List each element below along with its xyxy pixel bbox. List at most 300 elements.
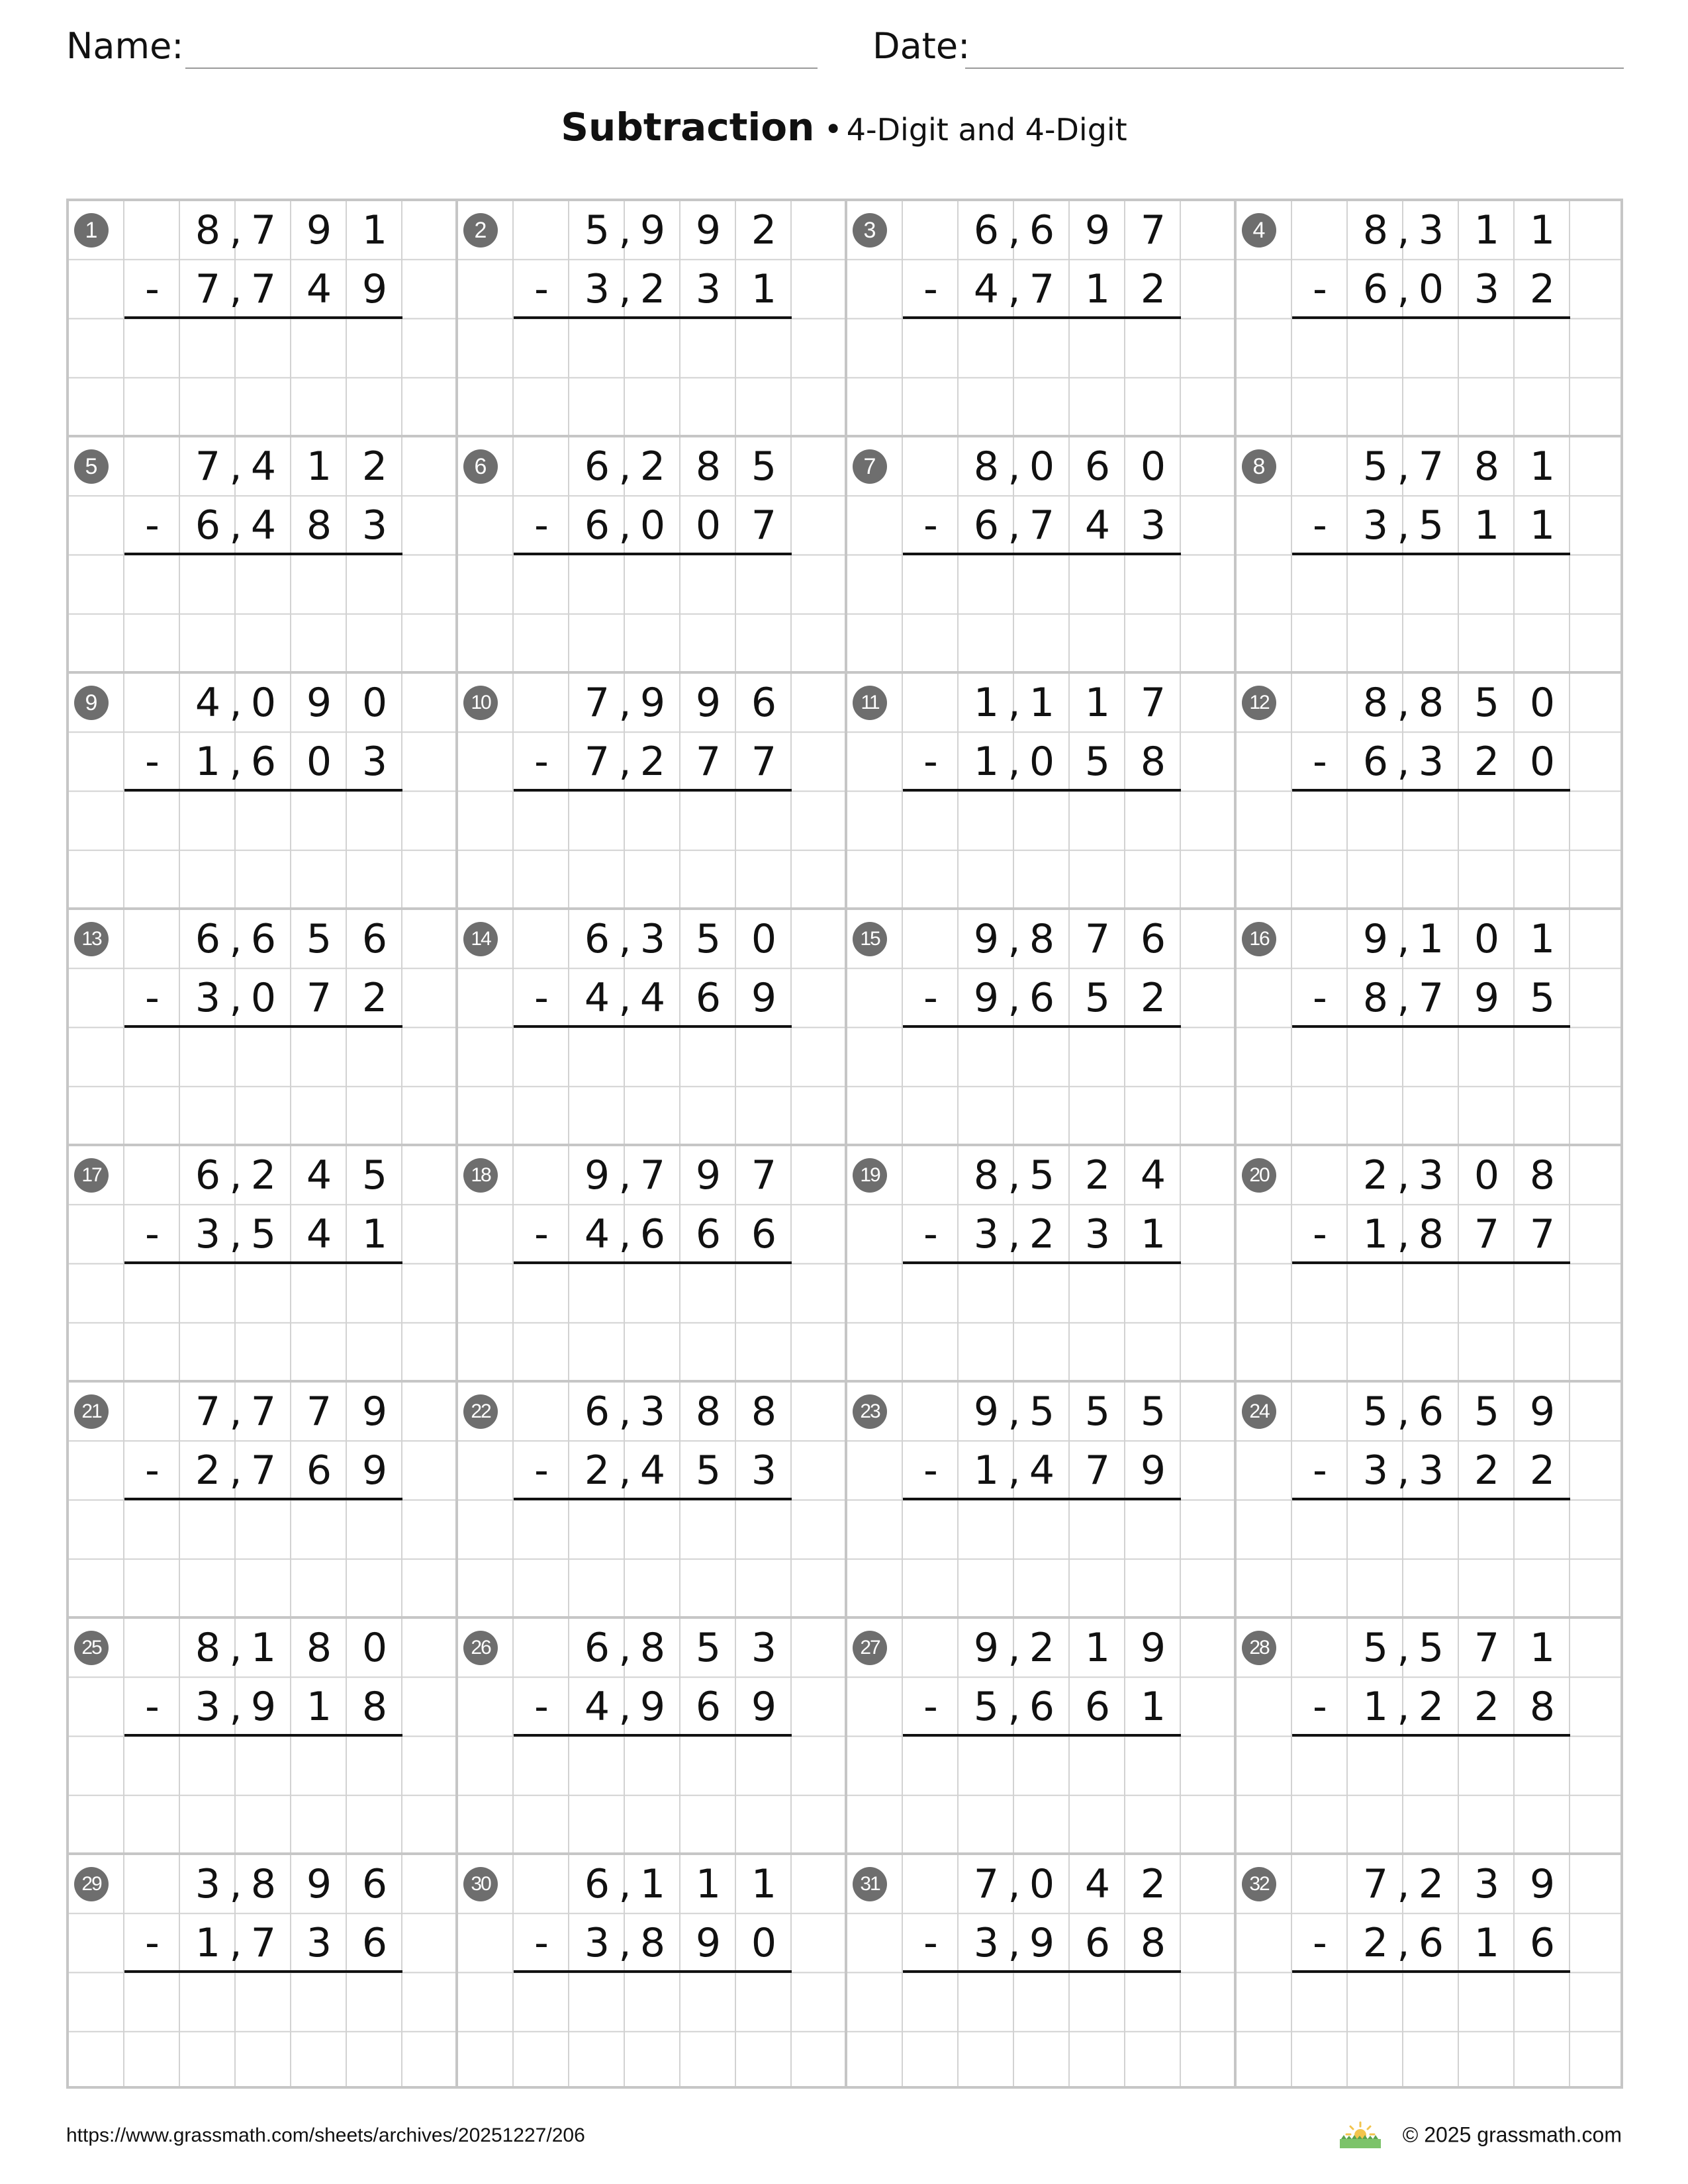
minus-operator: -	[1313, 1684, 1327, 1731]
minuend-digit: 7	[973, 1861, 1000, 1907]
subtrahend-digit: 6	[695, 1211, 722, 1258]
thousands-separator: ,	[1397, 1388, 1410, 1435]
subtrahend-digit: 3	[195, 975, 221, 1022]
minuend-digit: 2	[250, 1152, 277, 1199]
subtrahend-digit: 3	[1140, 502, 1166, 549]
subtrahend-digit: 1	[1140, 1211, 1166, 1258]
problem-number-badge: 18	[463, 1158, 498, 1193]
subtrahend-digit: 3	[306, 1920, 332, 1967]
subtrahend-digit: 6	[1362, 266, 1389, 313]
answer-area[interactable]	[124, 1028, 402, 1147]
subtrahend-digit: 7	[1474, 1211, 1500, 1258]
minus-operator: -	[923, 975, 938, 1022]
thousands-separator: ,	[229, 739, 242, 786]
thousands-separator: ,	[1008, 443, 1021, 490]
minuend-digit: 8	[695, 443, 722, 490]
minuend-digit: 5	[1362, 443, 1389, 490]
problem-28	[1237, 1619, 1626, 1855]
minuend-digit: 4	[195, 680, 221, 726]
answer-area[interactable]	[1292, 1265, 1570, 1383]
problem-number-badge: 25	[74, 1631, 109, 1665]
minuend-digit: 8	[1418, 680, 1444, 726]
problem-5	[69, 437, 458, 674]
answer-area[interactable]	[1292, 1501, 1570, 1619]
minuend-digit: 8	[973, 443, 1000, 490]
problem-1	[69, 201, 458, 437]
minus-operator: -	[1313, 1447, 1327, 1494]
minus-operator: -	[145, 1211, 160, 1258]
minuend-digit: 6	[1029, 207, 1055, 253]
subtrahend-digit: 6	[1029, 975, 1055, 1022]
minuend-digit: 9	[1529, 1388, 1556, 1435]
thousands-separator: ,	[1397, 1447, 1410, 1494]
subtrahend-digit: 1	[1362, 1211, 1389, 1258]
subtrahend-digit: 4	[584, 1684, 610, 1731]
subtrahend-digit: 5	[1084, 739, 1111, 786]
date-label: Date:	[872, 25, 970, 67]
problem-17	[69, 1146, 458, 1383]
minuend-digit: 1	[1084, 680, 1111, 726]
answer-area[interactable]	[903, 792, 1181, 911]
minuend-digit: 5	[695, 916, 722, 962]
thousands-separator: ,	[229, 1625, 242, 1671]
minuend-digit: 8	[1529, 1152, 1556, 1199]
problem-11	[847, 674, 1237, 910]
minuend-digit: 8	[973, 1152, 1000, 1199]
answer-area[interactable]	[1292, 792, 1570, 911]
problem-23	[847, 1383, 1237, 1619]
minuend-digit: 1	[973, 680, 1000, 726]
minus-operator: -	[534, 1684, 549, 1731]
subtrahend-digit: 9	[751, 975, 777, 1022]
minuend-digit: 9	[1362, 916, 1389, 962]
minuend-digit: 8	[195, 1625, 221, 1671]
answer-line	[1292, 1498, 1570, 1500]
minuend-digit: 2	[1029, 1625, 1055, 1671]
thousands-separator: ,	[229, 975, 242, 1022]
answer-area[interactable]	[903, 556, 1181, 674]
problem-25	[69, 1619, 458, 1855]
answer-area[interactable]	[1292, 320, 1570, 438]
problem-number-badge: 29	[74, 1867, 109, 1901]
minuend-digit: 9	[695, 1152, 722, 1199]
minus-operator: -	[923, 1684, 938, 1731]
answer-area[interactable]	[514, 1028, 792, 1147]
thousands-separator: ,	[618, 1152, 632, 1199]
subtrahend-digit: 9	[361, 1447, 388, 1494]
answer-area[interactable]	[124, 1974, 402, 2092]
answer-line	[124, 1970, 402, 1973]
answer-area[interactable]	[903, 1501, 1181, 1619]
minuend-digit: 2	[361, 443, 388, 490]
subtrahend-digit: 9	[751, 1684, 777, 1731]
minuend-digit: 9	[973, 1388, 1000, 1435]
minuend-digit: 9	[973, 1625, 1000, 1671]
minuend-digit: 0	[361, 680, 388, 726]
minuend-digit: 0	[751, 916, 777, 962]
answer-line	[514, 553, 792, 555]
subtrahend-digit: 5	[1084, 975, 1111, 1022]
footer-copyright: © 2025 grassmath.com	[1402, 2122, 1622, 2147]
answer-area[interactable]	[124, 320, 402, 438]
thousands-separator: ,	[1008, 207, 1021, 253]
problem-number-badge: 16	[1242, 922, 1276, 956]
thousands-separator: ,	[1008, 1625, 1021, 1671]
answer-line	[1292, 1261, 1570, 1264]
minuend-digit: 1	[361, 207, 388, 253]
problem-number-badge: 26	[463, 1631, 498, 1665]
thousands-separator: ,	[618, 207, 632, 253]
subtrahend-digit: 0	[695, 502, 722, 549]
subtrahend-digit: 0	[1529, 739, 1556, 786]
minuend-digit: 1	[1529, 1625, 1556, 1671]
thousands-separator: ,	[1008, 1447, 1021, 1494]
minus-operator: -	[534, 1211, 549, 1258]
thousands-separator: ,	[618, 266, 632, 313]
minuend-digit: 9	[361, 1388, 388, 1435]
subtrahend-digit: 7	[751, 502, 777, 549]
subtrahend-digit: 6	[1418, 1920, 1444, 1967]
minus-operator: -	[534, 739, 549, 786]
minuend-digit: 3	[195, 1861, 221, 1907]
subtrahend-digit: 2	[1362, 1920, 1389, 1967]
thousands-separator: ,	[229, 1388, 242, 1435]
answer-line	[514, 1261, 792, 1264]
thousands-separator: ,	[1397, 502, 1410, 549]
minuend-digit: 5	[1474, 1388, 1500, 1435]
subtrahend-digit: 3	[1084, 1211, 1111, 1258]
answer-area[interactable]	[903, 1028, 1181, 1147]
answer-line	[1292, 553, 1570, 555]
minuend-digit: 6	[1084, 443, 1111, 490]
thousands-separator: ,	[618, 1447, 632, 1494]
minuend-digit: 5	[1140, 1388, 1166, 1435]
minuend-digit: 8	[195, 207, 221, 253]
answer-area[interactable]	[1292, 1028, 1570, 1147]
minuend-digit: 0	[1029, 443, 1055, 490]
minuend-digit: 8	[1474, 443, 1500, 490]
problem-18	[458, 1146, 847, 1383]
subtrahend-digit: 5	[1418, 502, 1444, 549]
minuend-digit: 7	[250, 1388, 277, 1435]
minuend-digit: 7	[306, 1388, 332, 1435]
answer-area[interactable]	[903, 320, 1181, 438]
answer-line	[124, 1498, 402, 1500]
subtrahend-digit: 8	[361, 1684, 388, 1731]
name-field[interactable]	[185, 68, 818, 69]
minuend-digit: 5	[751, 443, 777, 490]
answer-area[interactable]	[124, 1265, 402, 1383]
subtrahend-digit: 1	[1474, 502, 1500, 549]
minuend-digit: 9	[639, 207, 666, 253]
minuend-digit: 2	[1140, 1861, 1166, 1907]
subtrahend-digit: 0	[250, 975, 277, 1022]
subtrahend-digit: 6	[250, 739, 277, 786]
subtrahend-digit: 6	[195, 502, 221, 549]
answer-area[interactable]	[514, 320, 792, 438]
minuend-digit: 1	[1529, 207, 1556, 253]
thousands-separator: ,	[229, 1920, 242, 1967]
minus-operator: -	[534, 502, 549, 549]
subtrahend-digit: 6	[1029, 1684, 1055, 1731]
minuend-digit: 1	[751, 1861, 777, 1907]
answer-area[interactable]	[124, 556, 402, 674]
subtrahend-digit: 7	[1084, 1447, 1111, 1494]
answer-line	[903, 1734, 1181, 1737]
thousands-separator: ,	[618, 443, 632, 490]
subtrahend-digit: 6	[751, 1211, 777, 1258]
subtrahend-digit: 4	[250, 502, 277, 549]
minuend-digit: 3	[1474, 1861, 1500, 1907]
minuend-digit: 5	[361, 1152, 388, 1199]
subtrahend-digit: 7	[751, 739, 777, 786]
minuend-digit: 6	[584, 1625, 610, 1671]
subtrahend-digit: 3	[751, 1447, 777, 1494]
problem-26	[458, 1619, 847, 1855]
subtrahend-digit: 3	[195, 1211, 221, 1258]
minuend-digit: 6	[584, 1388, 610, 1435]
problem-22	[458, 1383, 847, 1619]
answer-line	[1292, 1025, 1570, 1028]
subtrahend-digit: 4	[584, 975, 610, 1022]
minuend-digit: 6	[361, 916, 388, 962]
subtrahend-digit: 8	[1529, 1684, 1556, 1731]
minus-operator: -	[1313, 739, 1327, 786]
subtrahend-digit: 2	[1474, 1447, 1500, 1494]
subtrahend-digit: 9	[361, 266, 388, 313]
problem-27	[847, 1619, 1237, 1855]
subtrahend-digit: 4	[639, 975, 666, 1022]
minuend-digit: 7	[195, 443, 221, 490]
problem-number-badge: 5	[74, 449, 109, 484]
subtrahend-digit: 3	[1418, 1447, 1444, 1494]
answer-area[interactable]	[1292, 1737, 1570, 1856]
minuend-digit: 9	[584, 1152, 610, 1199]
thousands-separator: ,	[1397, 680, 1410, 726]
answer-line	[124, 1025, 402, 1028]
thousands-separator: ,	[618, 680, 632, 726]
problem-number-badge: 11	[853, 686, 887, 720]
problem-14	[458, 910, 847, 1146]
answer-line	[1292, 1970, 1570, 1973]
subtrahend-digit: 2	[639, 739, 666, 786]
answer-area[interactable]	[514, 556, 792, 674]
answer-area[interactable]	[124, 792, 402, 911]
thousands-separator: ,	[229, 266, 242, 313]
answer-line	[514, 1498, 792, 1500]
problem-number-badge: 12	[1242, 686, 1276, 720]
thousands-separator: ,	[229, 502, 242, 549]
minuend-digit: 0	[1474, 1152, 1500, 1199]
thousands-separator: ,	[1008, 739, 1021, 786]
subtrahend-digit: 6	[695, 1684, 722, 1731]
minuend-digit: 1	[1529, 443, 1556, 490]
thousands-separator: ,	[618, 1388, 632, 1435]
answer-area[interactable]	[514, 1737, 792, 1856]
minuend-digit: 6	[584, 1861, 610, 1907]
answer-area[interactable]	[514, 1501, 792, 1619]
thousands-separator: ,	[618, 1211, 632, 1258]
minuend-digit: 5	[1362, 1625, 1389, 1671]
minuend-digit: 3	[1418, 207, 1444, 253]
thousands-separator: ,	[618, 739, 632, 786]
thousands-separator: ,	[618, 1920, 632, 1967]
minuend-digit: 8	[751, 1388, 777, 1435]
answer-area[interactable]	[124, 1737, 402, 1856]
problem-number-badge: 32	[1242, 1867, 1276, 1901]
minus-operator: -	[1313, 1920, 1327, 1967]
subtrahend-digit: 8	[1418, 1211, 1444, 1258]
minuend-digit: 0	[1029, 1861, 1055, 1907]
thousands-separator: ,	[1008, 975, 1021, 1022]
minuend-digit: 7	[250, 207, 277, 253]
problem-number-badge: 1	[74, 213, 109, 248]
subtrahend-digit: 9	[1140, 1447, 1166, 1494]
minuend-digit: 6	[361, 1861, 388, 1907]
thousands-separator: ,	[1397, 266, 1410, 313]
subtrahend-digit: 6	[639, 1211, 666, 1258]
problem-30	[458, 1855, 847, 2091]
subtrahend-digit: 5	[973, 1684, 1000, 1731]
minuend-digit: 9	[639, 680, 666, 726]
minuend-digit: 1	[1474, 207, 1500, 253]
problem-number-badge: 8	[1242, 449, 1276, 484]
subtrahend-digit: 3	[1362, 1447, 1389, 1494]
thousands-separator: ,	[1397, 975, 1410, 1022]
subtrahend-digit: 0	[1029, 739, 1055, 786]
answer-area[interactable]	[1292, 556, 1570, 674]
minuend-digit: 7	[584, 680, 610, 726]
subtrahend-digit: 7	[695, 739, 722, 786]
subtrahend-digit: 2	[639, 266, 666, 313]
answer-line	[514, 789, 792, 792]
minuend-digit: 5	[1084, 1388, 1111, 1435]
thousands-separator: ,	[618, 1625, 632, 1671]
problem-16	[1237, 910, 1626, 1146]
problem-15	[847, 910, 1237, 1146]
answer-area[interactable]	[124, 1501, 402, 1619]
subtrahend-digit: 3	[195, 1684, 221, 1731]
subtrahend-digit: 8	[1362, 975, 1389, 1022]
answer-area[interactable]	[903, 1737, 1181, 1856]
minuend-digit: 0	[1140, 443, 1166, 490]
minuend-digit: 1	[1418, 916, 1444, 962]
problem-4	[1237, 201, 1626, 437]
subtrahend-digit: 2	[1529, 266, 1556, 313]
minuend-digit: 8	[250, 1861, 277, 1907]
date-field[interactable]	[965, 68, 1624, 69]
answer-line	[514, 1025, 792, 1028]
problem-number-badge: 31	[853, 1867, 887, 1901]
minuend-digit: 8	[1362, 207, 1389, 253]
problem-19	[847, 1146, 1237, 1383]
subtrahend-digit: 4	[1084, 502, 1111, 549]
answer-area[interactable]	[903, 1265, 1181, 1383]
subtrahend-digit: 3	[584, 266, 610, 313]
subtrahend-digit: 1	[1474, 1920, 1500, 1967]
subtrahend-digit: 5	[250, 1211, 277, 1258]
thousands-separator: ,	[1008, 680, 1021, 726]
minuend-digit: 1	[1084, 1625, 1111, 1671]
thousands-separator: ,	[1008, 1152, 1021, 1199]
thousands-separator: ,	[1008, 502, 1021, 549]
problem-number-badge: 7	[853, 449, 887, 484]
minus-operator: -	[145, 1447, 160, 1494]
subtrahend-digit: 1	[1529, 502, 1556, 549]
minus-operator: -	[145, 502, 160, 549]
subtrahend-digit: 8	[1140, 739, 1166, 786]
minuend-digit: 5	[1474, 680, 1500, 726]
minus-operator: -	[923, 266, 938, 313]
thousands-separator: ,	[229, 680, 242, 726]
minuend-digit: 6	[584, 916, 610, 962]
minus-operator: -	[923, 1447, 938, 1494]
subtrahend-digit: 2	[1029, 1211, 1055, 1258]
minuend-digit: 3	[751, 1625, 777, 1671]
problem-number-badge: 9	[74, 686, 109, 720]
minuend-digit: 5	[1418, 1625, 1444, 1671]
answer-area[interactable]	[514, 1265, 792, 1383]
minuend-digit: 1	[695, 1861, 722, 1907]
problem-20	[1237, 1146, 1626, 1383]
minus-operator: -	[923, 739, 938, 786]
minuend-digit: 3	[1418, 1152, 1444, 1199]
subtrahend-digit: 7	[195, 266, 221, 313]
thousands-separator: ,	[1397, 443, 1410, 490]
answer-area[interactable]	[514, 792, 792, 911]
worksheet-title	[0, 105, 1688, 150]
minus-operator: -	[145, 1684, 160, 1731]
footer-url: https://www.grassmath.com/sheets/archives/20251227/206	[66, 2124, 585, 2146]
minus-operator: -	[1313, 1211, 1327, 1258]
subtrahend-digit: 7	[1029, 266, 1055, 313]
minus-operator: -	[534, 1447, 549, 1494]
thousands-separator: ,	[618, 1684, 632, 1731]
subtrahend-digit: 9	[973, 975, 1000, 1022]
thousands-separator: ,	[1397, 1211, 1410, 1258]
grass-sun-logo-icon	[1337, 2120, 1383, 2150]
answer-line	[514, 1970, 792, 1973]
minuend-digit: 9	[306, 207, 332, 253]
minuend-digit: 0	[361, 1625, 388, 1671]
minuend-digit: 5	[1362, 1388, 1389, 1435]
subtrahend-digit: 1	[306, 1684, 332, 1731]
answer-area[interactable]	[903, 1974, 1181, 2092]
minuend-digit: 6	[751, 680, 777, 726]
subtrahend-digit: 1	[973, 739, 1000, 786]
minuend-digit: 7	[1362, 1861, 1389, 1907]
subtrahend-digit: 4	[973, 266, 1000, 313]
answer-line	[903, 316, 1181, 319]
problem-number-badge: 23	[853, 1394, 887, 1429]
minuend-digit: 2	[639, 443, 666, 490]
name-label: Name:	[66, 25, 184, 67]
title-subtitle: 4-Digit and 4-Digit	[846, 112, 1127, 148]
problem-9	[69, 674, 458, 910]
thousands-separator: ,	[618, 1861, 632, 1907]
answer-area[interactable]	[1292, 1974, 1570, 2092]
problem-number-badge: 14	[463, 922, 498, 956]
minus-operator: -	[534, 1920, 549, 1967]
subtrahend-digit: 7	[306, 975, 332, 1022]
answer-area[interactable]	[514, 1974, 792, 2092]
minuend-digit: 6	[1140, 916, 1166, 962]
thousands-separator: ,	[1008, 266, 1021, 313]
answer-line	[514, 316, 792, 319]
subtrahend-digit: 7	[1418, 975, 1444, 1022]
problem-number-badge: 28	[1242, 1631, 1276, 1665]
answer-line	[514, 1734, 792, 1737]
